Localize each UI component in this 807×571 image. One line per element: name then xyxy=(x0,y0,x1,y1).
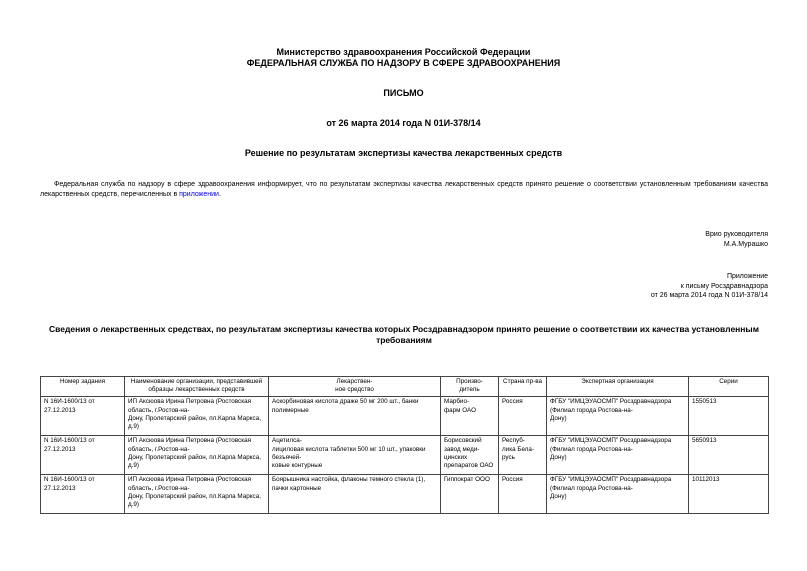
appendix-title: Сведения о лекарственных средствах, по результатам экспертизы качества которых Росздравнадзором принято решение о соответствии их качества установленным требованиям xyxy=(49,324,759,345)
cell-drug: Аскорбиновая кислота драже 50 мг 200 шт., банки полимерные xyxy=(269,397,441,436)
signature-block xyxy=(705,230,768,249)
table-row xyxy=(41,397,769,436)
appendix-date-line: от 26 марта 2014 года N 01И-378/14 xyxy=(650,292,768,299)
cell-manufacturer: Борисовский завод меди- цинских препаратов ОАО xyxy=(441,436,499,475)
header-series: Серии xyxy=(689,377,769,397)
header-task-number: Номер задания xyxy=(41,377,125,397)
header-country: Страна пр-ва xyxy=(499,377,547,397)
document-type: ПИСЬМО xyxy=(383,88,424,98)
cell-series: 5650913 xyxy=(689,436,769,475)
appendix-link[interactable]: приложении xyxy=(179,191,219,198)
cell-task-number: N 16И-1600/13 от 27.12.2013 xyxy=(41,475,125,514)
cell-country: Респуб- лика Бела- русь xyxy=(499,436,547,475)
cell-task-number: N 16И-1600/13 от 27.12.2013 xyxy=(41,397,125,436)
cell-series: 10112013 xyxy=(689,475,769,514)
cell-task-number: N 16И-1600/13 от 27.12.2013 xyxy=(41,436,125,475)
signature-name: М.А.Мурашко xyxy=(723,240,768,248)
cell-expert-org: ФГБУ "ИМЦЭУАОСМП" Росздравнадзора (Филиал города Ростова-на- Дону) xyxy=(547,436,689,475)
cell-organization: ИП Аксюова Ирина Петровна (Ростовская область, г.Ростов-на- Дону, Пролетарский район, пл.Карла Маркса, д.9) xyxy=(125,475,269,514)
body-paragraph xyxy=(40,180,768,200)
cell-drug: Ацетилса- лициловая кислота таблетки 500 мг 10 шт., упаковки безъячей- ковые контурные xyxy=(269,436,441,475)
header-drug: Лекарствен- ное средство xyxy=(269,377,441,397)
cell-manufacturer: Марбио- фарм ОАО xyxy=(441,397,499,436)
document-subject: Решение по результатам экспертизы качества лекарственных средств xyxy=(244,148,563,158)
table-row xyxy=(41,475,769,514)
cell-organization: ИП Аксюова Ирина Петровна (Ростовская область, г.Ростов-на- Дону, Пролетарский район, пл.Карла Маркса, д.9) xyxy=(125,436,269,475)
cell-series: 1550513 xyxy=(689,397,769,436)
cell-expert-org: ФГБУ "ИМЦЭУАОСМП" Росздравнадзора (Филиал города Ростова-на- Дону) xyxy=(547,475,689,514)
cell-drug: Боярышника настойка, флаконы темного стекла (1), пачки картонные xyxy=(269,475,441,514)
header-expert-org: Экспертная организация xyxy=(547,377,689,397)
document-date: от 26 марта 2014 года N 01И-378/14 xyxy=(326,118,481,128)
ministry-name: Министерство здравоохранения Российской Федерации xyxy=(276,47,531,57)
header-manufacturer: Произво- дитель xyxy=(441,377,499,397)
service-name: ФЕДЕРАЛЬНАЯ СЛУЖБА ПО НАДЗОРУ В СФЕРЕ ЗДРАВООХРАНЕНИЯ xyxy=(246,58,561,68)
signature-position: Врио руководителя xyxy=(705,231,768,238)
body-text: Федеральная служба по надзору в сфере здравоохранения информирует, что по результатам экспертизы качества лекарственных средств принято решение о соответствии установленным требованиям качества лекарственных средств, перечисленных в xyxy=(40,181,768,198)
cell-country: Россия xyxy=(499,397,547,436)
drugs-table xyxy=(40,376,769,514)
cell-expert-org: ФГБУ "ИМЦЭУАОСМП" Росздравнадзора (Филиал города Ростова-на- Дону) xyxy=(547,397,689,436)
appendix-reference xyxy=(651,272,768,301)
cell-manufacturer: Гиппократ ООО xyxy=(441,475,499,514)
cell-organization: ИП Аксюова Ирина Петровна (Ростовская область, г.Ростов-на- Дону, Пролетарский район, пл.Карла Маркса, д.9) xyxy=(125,397,269,436)
cell-country: Россия xyxy=(499,475,547,514)
table-header-row xyxy=(41,377,769,397)
appendix-ref-line: к письму Росздравнадзора xyxy=(680,282,768,290)
header-organization: Наименование организации, представившей образцы лекарственных средств xyxy=(125,377,269,397)
body-text-end: . xyxy=(218,191,221,198)
appendix-label: Приложение xyxy=(726,273,768,280)
table-row xyxy=(41,436,769,475)
